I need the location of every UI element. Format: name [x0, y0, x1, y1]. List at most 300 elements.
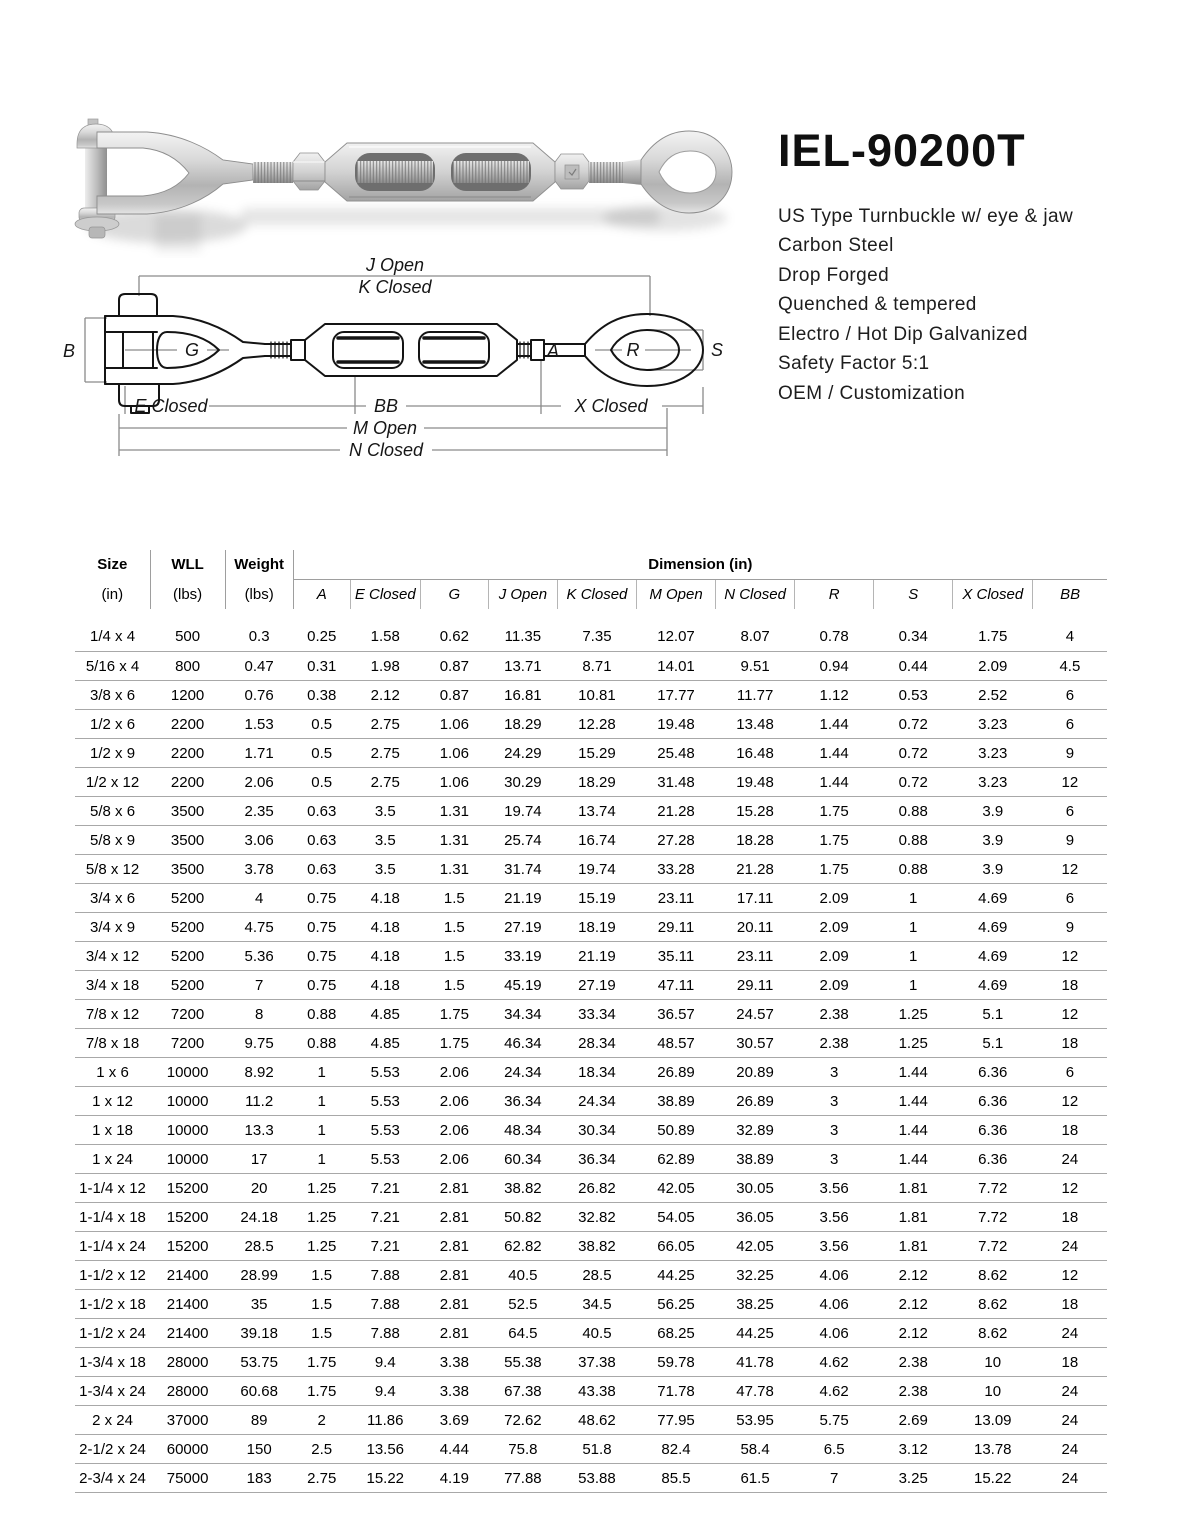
table-cell: 4.06	[795, 1261, 874, 1290]
table-cell: 2.75	[293, 1464, 350, 1493]
table-cell: 3.38	[420, 1348, 488, 1377]
turnbuckle-line-drawing	[55, 256, 745, 468]
table-cell: 62.82	[488, 1232, 557, 1261]
table-cell: 3500	[150, 826, 225, 855]
table-cell: 60.68	[225, 1377, 293, 1406]
table-cell: 2-3/4 x 24	[75, 1464, 150, 1493]
table-cell: 2200	[150, 710, 225, 739]
table-cell: 5.1	[953, 1000, 1033, 1029]
table-cell: 19.48	[716, 768, 795, 797]
table-cell: 9.4	[350, 1377, 420, 1406]
table-cell: 18.29	[488, 710, 557, 739]
table-cell: 20.11	[716, 913, 795, 942]
table-cell: 27.19	[488, 913, 557, 942]
table-cell: 1.5	[293, 1319, 350, 1348]
table-cell: 58.4	[716, 1435, 795, 1464]
table-cell: 77.88	[488, 1464, 557, 1493]
table-cell: 40.5	[488, 1261, 557, 1290]
table-cell: 2.75	[350, 768, 420, 797]
table-cell: 8.62	[953, 1290, 1033, 1319]
table-cell: 1.44	[795, 739, 874, 768]
table-cell: 2 x 24	[75, 1406, 150, 1435]
table-cell: 18.34	[557, 1058, 636, 1087]
table-cell: 7.88	[350, 1290, 420, 1319]
dim-header-e-closed: E Closed	[350, 580, 420, 610]
table-cell: 0.47	[225, 652, 293, 681]
feature-line: Carbon Steel	[778, 235, 894, 256]
table-cell: 0.72	[874, 739, 953, 768]
table-cell: 2.12	[874, 1290, 953, 1319]
table-cell: 1	[293, 1058, 350, 1087]
table-cell: 2.81	[420, 1232, 488, 1261]
table-cell: 1.75	[795, 826, 874, 855]
table-cell: 9.51	[716, 652, 795, 681]
table-cell: 1.75	[795, 855, 874, 884]
table-cell: 6.36	[953, 1058, 1033, 1087]
table-cell: 75.8	[488, 1435, 557, 1464]
table-cell: 19.48	[636, 710, 715, 739]
table-cell: 48.34	[488, 1116, 557, 1145]
table-cell: 71.78	[636, 1377, 715, 1406]
table-cell: 15.22	[350, 1464, 420, 1493]
table-cell: 82.4	[636, 1435, 715, 1464]
table-cell: 4.85	[350, 1000, 420, 1029]
table-cell: 0.88	[874, 855, 953, 884]
table-cell: 1.31	[420, 855, 488, 884]
table-cell: 2.09	[795, 942, 874, 971]
label-b: B	[62, 341, 76, 361]
table-cell: 24	[1033, 1406, 1107, 1435]
table-cell: 21400	[150, 1261, 225, 1290]
table-cell: 3.56	[795, 1232, 874, 1261]
table-cell: 1.75	[293, 1348, 350, 1377]
table-cell: 5.53	[350, 1058, 420, 1087]
table-cell: 3/4 x 9	[75, 913, 150, 942]
table-cell: 12.28	[557, 710, 636, 739]
dim-header-r: R	[795, 580, 874, 610]
table-cell: 2.81	[420, 1203, 488, 1232]
table-cell: 5200	[150, 913, 225, 942]
table-cell: 3/4 x 12	[75, 942, 150, 971]
table-cell: 7.21	[350, 1232, 420, 1261]
table-cell: 7.21	[350, 1174, 420, 1203]
table-cell: 17.77	[636, 681, 715, 710]
table-row	[75, 681, 1107, 710]
table-cell: 4.62	[795, 1348, 874, 1377]
label-r: R	[626, 340, 640, 360]
table-cell: 2.06	[225, 768, 293, 797]
table-row	[75, 1406, 1107, 1435]
table-cell: 500	[150, 609, 225, 652]
table-cell: 4.06	[795, 1290, 874, 1319]
table-cell: 10000	[150, 1116, 225, 1145]
table-cell: 6.36	[953, 1087, 1033, 1116]
label-g: G	[184, 340, 200, 360]
table-row	[75, 1174, 1107, 1203]
table-cell: 2.38	[795, 1029, 874, 1058]
table-cell: 1/2 x 9	[75, 739, 150, 768]
table-row	[75, 1087, 1107, 1116]
table-cell: 8.62	[953, 1261, 1033, 1290]
table-cell: 67.38	[488, 1377, 557, 1406]
table-cell: 33.19	[488, 942, 557, 971]
table-cell: 150	[225, 1435, 293, 1464]
label-n-closed: N Closed	[348, 440, 424, 460]
table-cell: 15200	[150, 1203, 225, 1232]
table-cell: 5/8 x 12	[75, 855, 150, 884]
table-cell: 53.75	[225, 1348, 293, 1377]
table-cell: 1.06	[420, 768, 488, 797]
table-cell: 26.89	[716, 1087, 795, 1116]
table-cell: 1/4 x 4	[75, 609, 150, 652]
table-cell: 2.75	[350, 710, 420, 739]
table-cell: 1.75	[795, 797, 874, 826]
label-m-open: M Open	[352, 418, 418, 438]
table-row	[75, 768, 1107, 797]
table-cell: 51.8	[557, 1435, 636, 1464]
table-cell: 9.75	[225, 1029, 293, 1058]
table-cell: 30.29	[488, 768, 557, 797]
table-cell: 3/4 x 18	[75, 971, 150, 1000]
table-cell: 2.12	[350, 681, 420, 710]
table-cell: 3.78	[225, 855, 293, 884]
table-cell: 1.25	[874, 1029, 953, 1058]
table-cell: 0.3	[225, 609, 293, 652]
table-cell: 0.63	[293, 826, 350, 855]
table-cell: 3.23	[953, 710, 1033, 739]
table-cell: 52.5	[488, 1290, 557, 1319]
table-cell: 53.95	[716, 1406, 795, 1435]
table-cell: 7/8 x 12	[75, 1000, 150, 1029]
table-cell: 1-1/4 x 12	[75, 1174, 150, 1203]
table-cell: 1.81	[874, 1174, 953, 1203]
table-cell: 1200	[150, 681, 225, 710]
label-e-closed: E Closed	[134, 396, 208, 416]
table-cell: 0.88	[293, 1000, 350, 1029]
table-cell: 0.53	[874, 681, 953, 710]
table-cell: 2.81	[420, 1290, 488, 1319]
dim-header-n-closed: N Closed	[716, 580, 795, 610]
table-cell: 18	[1033, 1116, 1107, 1145]
table-cell: 12	[1033, 942, 1107, 971]
table-cell: 5.1	[953, 1029, 1033, 1058]
feature-line: Quenched & tempered	[778, 294, 977, 315]
product-info	[778, 126, 1138, 408]
table-cell: 0.75	[293, 884, 350, 913]
table-cell: 0.88	[874, 826, 953, 855]
table-cell: 50.89	[636, 1116, 715, 1145]
table-cell: 0.75	[293, 942, 350, 971]
table-cell: 16.74	[557, 826, 636, 855]
table-cell: 4.18	[350, 971, 420, 1000]
table-cell: 35	[225, 1290, 293, 1319]
table-cell: 0.44	[874, 652, 953, 681]
table-cell: 0.34	[874, 609, 953, 652]
table-cell: 29.11	[636, 913, 715, 942]
table-cell: 15.28	[716, 797, 795, 826]
table-cell: 4.69	[953, 884, 1033, 913]
table-cell: 12	[1033, 1174, 1107, 1203]
dim-header-m-open: M Open	[636, 580, 715, 610]
table-cell: 6	[1033, 681, 1107, 710]
table-cell: 24.29	[488, 739, 557, 768]
table-cell: 2.12	[874, 1319, 953, 1348]
table-cell: 24	[1033, 1232, 1107, 1261]
table-cell: 1.5	[293, 1290, 350, 1319]
table-cell: 7.88	[350, 1319, 420, 1348]
table-cell: 30.57	[716, 1029, 795, 1058]
table-cell: 1.31	[420, 826, 488, 855]
table-cell: 3	[795, 1058, 874, 1087]
table-cell: 0.78	[795, 609, 874, 652]
dim-header-k-closed: K Closed	[557, 580, 636, 610]
table-cell: 7.88	[350, 1261, 420, 1290]
table-cell: 45.19	[488, 971, 557, 1000]
table-cell: 59.78	[636, 1348, 715, 1377]
table-cell: 0.72	[874, 768, 953, 797]
table-cell: 9	[1033, 913, 1107, 942]
table-cell: 10	[953, 1348, 1033, 1377]
table-row	[75, 1319, 1107, 1348]
table-cell: 62.89	[636, 1145, 715, 1174]
table-cell: 0.75	[293, 913, 350, 942]
table-cell: 44.25	[636, 1261, 715, 1290]
table-cell: 10.81	[557, 681, 636, 710]
table-cell: 3.9	[953, 826, 1033, 855]
table-cell: 1.81	[874, 1203, 953, 1232]
table-cell: 29.11	[716, 971, 795, 1000]
table-cell: 2.06	[420, 1145, 488, 1174]
table-cell: 7	[795, 1464, 874, 1493]
table-row	[75, 826, 1107, 855]
table-cell: 9	[1033, 739, 1107, 768]
table-cell: 0.94	[795, 652, 874, 681]
turnbuckle-photo-illustration	[55, 110, 735, 258]
table-cell: 2.81	[420, 1261, 488, 1290]
col-group-dimension: Dimension (in)	[293, 550, 1107, 580]
table-cell: 1	[874, 971, 953, 1000]
table-cell: 1	[293, 1116, 350, 1145]
table-cell: 18.19	[557, 913, 636, 942]
table-cell: 2.09	[795, 884, 874, 913]
table-cell: 24.57	[716, 1000, 795, 1029]
table-cell: 12	[1033, 855, 1107, 884]
table-cell: 38.89	[636, 1087, 715, 1116]
table-cell: 1-1/2 x 12	[75, 1261, 150, 1290]
table-cell: 2.09	[953, 652, 1033, 681]
table-cell: 5200	[150, 884, 225, 913]
table-cell: 17	[225, 1145, 293, 1174]
table-cell: 3500	[150, 797, 225, 826]
table-cell: 13.74	[557, 797, 636, 826]
table-cell: 33.34	[557, 1000, 636, 1029]
table-cell: 1/2 x 6	[75, 710, 150, 739]
table-cell: 35.11	[636, 942, 715, 971]
table-cell: 32.82	[557, 1203, 636, 1232]
unit-weight: (lbs)	[225, 580, 293, 610]
table-cell: 2.38	[795, 1000, 874, 1029]
table-cell: 15.29	[557, 739, 636, 768]
table-cell: 14.01	[636, 652, 715, 681]
table-cell: 21.19	[557, 942, 636, 971]
table-row	[75, 652, 1107, 681]
table-cell: 0.88	[293, 1029, 350, 1058]
table-cell: 0.63	[293, 855, 350, 884]
table-cell: 37.38	[557, 1348, 636, 1377]
table-cell: 0.88	[874, 797, 953, 826]
table-cell: 2.06	[420, 1116, 488, 1145]
table-cell: 1-1/4 x 24	[75, 1232, 150, 1261]
table-cell: 37000	[150, 1406, 225, 1435]
table-cell: 39.18	[225, 1319, 293, 1348]
table-cell: 11.2	[225, 1087, 293, 1116]
table-cell: 0.72	[874, 710, 953, 739]
table-cell: 32.25	[716, 1261, 795, 1290]
table-cell: 1.25	[874, 1000, 953, 1029]
table-cell: 42.05	[716, 1232, 795, 1261]
table-cell: 1.5	[420, 942, 488, 971]
table-cell: 24.34	[488, 1058, 557, 1087]
table-cell: 4.69	[953, 971, 1033, 1000]
table-cell: 1-1/2 x 18	[75, 1290, 150, 1319]
table-cell: 28000	[150, 1377, 225, 1406]
table-cell: 23.11	[716, 942, 795, 971]
table-cell: 1	[874, 884, 953, 913]
table-cell: 0.38	[293, 681, 350, 710]
table-cell: 47.11	[636, 971, 715, 1000]
table-cell: 1 x 18	[75, 1116, 150, 1145]
table-cell: 47.78	[716, 1377, 795, 1406]
table-cell: 4.75	[225, 913, 293, 942]
table-cell: 34.5	[557, 1290, 636, 1319]
table-cell: 24	[1033, 1145, 1107, 1174]
table-cell: 36.57	[636, 1000, 715, 1029]
table-cell: 0.76	[225, 681, 293, 710]
table-cell: 8.71	[557, 652, 636, 681]
table-cell: 9	[1033, 826, 1107, 855]
dim-header-g: G	[420, 580, 488, 610]
table-cell: 4.69	[953, 942, 1033, 971]
table-cell: 4	[225, 884, 293, 913]
dim-header-j-open: J Open	[488, 580, 557, 610]
table-row	[75, 1348, 1107, 1377]
table-cell: 30.34	[557, 1116, 636, 1145]
table-cell: 2.69	[874, 1406, 953, 1435]
table-cell: 3500	[150, 855, 225, 884]
table-cell: 5.53	[350, 1145, 420, 1174]
table-row	[75, 1290, 1107, 1319]
table-cell: 9.4	[350, 1348, 420, 1377]
table-cell: 6	[1033, 710, 1107, 739]
table-cell: 6	[1033, 797, 1107, 826]
table-cell: 31.74	[488, 855, 557, 884]
table-cell: 1.75	[420, 1000, 488, 1029]
table-cell: 1.75	[293, 1377, 350, 1406]
table-cell: 7.72	[953, 1174, 1033, 1203]
table-cell: 1.44	[874, 1087, 953, 1116]
table-cell: 33.28	[636, 855, 715, 884]
table-cell: 26.82	[557, 1174, 636, 1203]
table-cell: 2200	[150, 768, 225, 797]
table-cell: 1.75	[953, 609, 1033, 652]
table-row	[75, 1464, 1107, 1493]
table-cell: 1.12	[795, 681, 874, 710]
table-cell: 3.12	[874, 1435, 953, 1464]
label-j-open: J Open	[365, 256, 425, 275]
table-row	[75, 942, 1107, 971]
table-cell: 2.09	[795, 971, 874, 1000]
table-cell: 1-1/2 x 24	[75, 1319, 150, 1348]
table-cell: 1	[293, 1145, 350, 1174]
table-cell: 24	[1033, 1435, 1107, 1464]
table-cell: 1.06	[420, 739, 488, 768]
left-threaded-rod	[253, 153, 325, 190]
table-cell: 1.06	[420, 710, 488, 739]
table-cell: 5.36	[225, 942, 293, 971]
table-cell: 1.44	[795, 768, 874, 797]
spec-table	[75, 550, 1107, 1493]
table-cell: 12	[1033, 768, 1107, 797]
table-cell: 64.5	[488, 1319, 557, 1348]
table-row	[75, 1145, 1107, 1174]
table-cell: 3.06	[225, 826, 293, 855]
table-cell: 36.34	[557, 1145, 636, 1174]
table-cell: 3.23	[953, 768, 1033, 797]
table-cell: 12	[1033, 1000, 1107, 1029]
table-cell: 21.28	[716, 855, 795, 884]
table-cell: 19.74	[557, 855, 636, 884]
table-cell: 41.78	[716, 1348, 795, 1377]
col-header-weight: Weight	[225, 550, 293, 580]
table-cell: 32.89	[716, 1116, 795, 1145]
table-cell: 2.12	[874, 1261, 953, 1290]
table-cell: 3.5	[350, 797, 420, 826]
table-cell: 3	[795, 1087, 874, 1116]
table-cell: 1/2 x 12	[75, 768, 150, 797]
table-cell: 13.71	[488, 652, 557, 681]
table-cell: 10000	[150, 1058, 225, 1087]
table-cell: 25.48	[636, 739, 715, 768]
table-row	[75, 1377, 1107, 1406]
table-cell: 23.11	[636, 884, 715, 913]
table-cell: 2.06	[420, 1058, 488, 1087]
table-cell: 0.25	[293, 609, 350, 652]
table-cell: 36.34	[488, 1087, 557, 1116]
col-header-wll: WLL	[150, 550, 225, 580]
table-cell: 0.63	[293, 797, 350, 826]
table-cell: 7200	[150, 1000, 225, 1029]
table-cell: 0.5	[293, 739, 350, 768]
table-cell: 21.19	[488, 884, 557, 913]
table-cell: 1.58	[350, 609, 420, 652]
table-cell: 21.28	[636, 797, 715, 826]
table-cell: 7/8 x 18	[75, 1029, 150, 1058]
table-cell: 66.05	[636, 1232, 715, 1261]
table-cell: 1 x 6	[75, 1058, 150, 1087]
feature-line: Electro / Hot Dip Galvanized	[778, 323, 1028, 345]
table-cell: 12	[1033, 1261, 1107, 1290]
table-cell: 0.87	[420, 681, 488, 710]
table-cell: 7	[225, 971, 293, 1000]
table-cell: 3.5	[350, 826, 420, 855]
table-cell: 7.72	[953, 1203, 1033, 1232]
table-cell: 89	[225, 1406, 293, 1435]
feature-line: Drop Forged	[778, 264, 890, 286]
table-row	[75, 1435, 1107, 1464]
table-cell: 5/16 x 4	[75, 652, 150, 681]
dim-header-s: S	[874, 580, 953, 610]
table-cell: 10000	[150, 1145, 225, 1174]
